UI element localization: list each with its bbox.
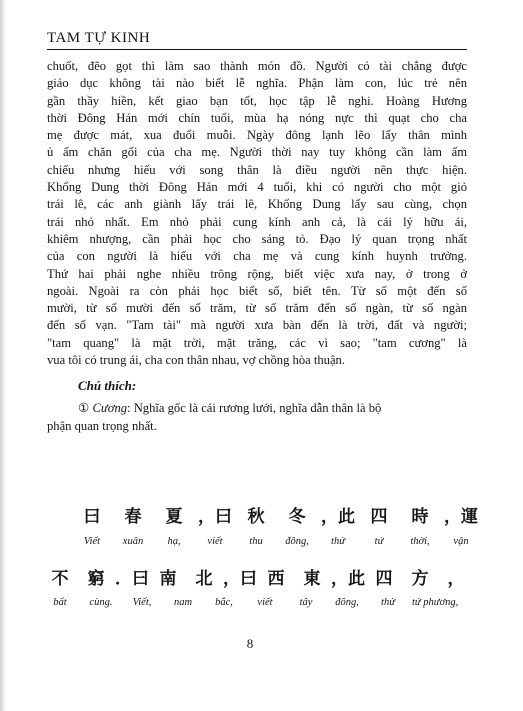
- verse-romanization-row: [47, 536, 467, 560]
- header-rule: [47, 49, 467, 50]
- verse-han-row: [47, 502, 478, 527]
- han-character: 時: [411, 507, 429, 527]
- han-character: ，此: [331, 569, 365, 589]
- han-character: ，曰: [223, 569, 257, 589]
- romanized-word: thử: [331, 536, 345, 547]
- footnote-line: phận quan trọng nhất.: [47, 418, 157, 433]
- han-character: ，此: [321, 507, 355, 527]
- han-character: 南: [159, 569, 177, 589]
- body-line: đến số vạn. "Tam tài" mà người xưa bàn đến là trời, đất và người;: [47, 318, 467, 333]
- body-line: mẹ được mát, xua đuổi muỗi. Ngày đông lạnh lẽo lấy thân mình: [47, 128, 467, 143]
- body-line: giáo dục không tài nào biết lễ nghĩa. Phận làm con, lúc trẻ nên: [47, 76, 467, 91]
- han-character: 窮: [87, 569, 105, 589]
- han-character: 春: [124, 507, 142, 527]
- body-line: vua tôi có trung ái, cha con thân nhau, vợ chồng hòa thuận.: [47, 353, 345, 368]
- romanized-word: tứ phương,: [412, 597, 459, 608]
- romanized-word: nam: [173, 597, 193, 608]
- romanized-word: viết: [257, 597, 273, 608]
- body-line: "tam quang" là mặt trời, mặt trăng, các vì sao; "tam cương" là: [47, 335, 467, 350]
- han-character: ，: [447, 569, 465, 589]
- verse-han-row: [47, 564, 467, 588]
- romanized-word: đông,: [335, 597, 359, 608]
- romanized-word: xuân: [122, 536, 144, 547]
- romanized-word: Viết,: [132, 597, 152, 608]
- romanized-word: hạ,: [167, 536, 181, 547]
- han-character: 曰: [83, 507, 101, 527]
- body-line: ngoài. Ngoài ra còn phải học biết số, biết tên. Từ số một đến số: [47, 283, 467, 298]
- body-line: trái lê, các anh giành lấy trái lê, Khổng Dung lấy sau cùng, chọn: [47, 197, 467, 212]
- romanized-word: đông,: [285, 536, 309, 547]
- romanized-word: viết: [207, 536, 223, 547]
- romanized-word: vận: [453, 536, 469, 547]
- romanized-word: cùng.: [89, 597, 113, 608]
- han-character: 四: [370, 507, 388, 527]
- body-line: thời Đông Hán mới chín tuổi, mùa hạ nóng nực thì quạt cho cha: [47, 110, 467, 125]
- body-line: Thứ hai phải nghe nhiều trông rộng, biết việc xưa nay, ở trong ở: [47, 266, 467, 281]
- body-line: của con người là hiếu với cha mẹ và cung kính huynh trưởng.: [47, 249, 467, 264]
- romanized-word: bắc,: [215, 597, 233, 608]
- footnote-line: [47, 400, 467, 418]
- body-line: khiêm nhượng, cần phải học cho sáng tỏ. Đạo lý quan trọng nhất: [47, 231, 467, 246]
- body-line: chuốt, đẽo gọt thì làm sao thành món đồ. Người có tài chẳng được: [47, 59, 467, 73]
- body-paragraph: [47, 58, 467, 369]
- footnote-marker: ①: [78, 401, 90, 415]
- han-character: 冬: [288, 507, 306, 527]
- han-character: 夏: [165, 507, 183, 527]
- footnote-term: Cương: [92, 401, 128, 415]
- romanized-word: thời,: [410, 536, 430, 547]
- han-character: ，運: [444, 507, 478, 527]
- han-character: 不: [51, 569, 69, 589]
- han-character: 秋: [247, 507, 265, 527]
- footnote-text: : Nghĩa gốc là cái rương lưới, nghĩa dẫn thân là bộ: [127, 401, 382, 415]
- note-heading: Chú thích:: [78, 378, 137, 393]
- page-number: 8: [246, 636, 254, 651]
- romanized-word: bất: [53, 597, 67, 608]
- page-edge-shadow: [0, 0, 6, 711]
- body-line: chiếu nhưng hiếu với song thân là điều người nên thực hiện.: [47, 162, 467, 177]
- body-line: Khổng Dung thời Đông Hán mới 4 tuổi, khi có người cho một giỏ: [47, 180, 467, 195]
- romanized-word: thử: [381, 597, 395, 608]
- han-character: ．曰: [115, 569, 149, 589]
- body-line: gần thầy hiền, kết giao bạn tốt, học tập lễ nghi. Hoàng Hương: [47, 93, 467, 108]
- han-character: 四: [375, 569, 393, 589]
- romanized-word: thu: [249, 536, 263, 547]
- body-line: mười, từ số mười đến số trăm, từ số trăm đến số ngàn, từ số ngàn: [47, 301, 467, 316]
- han-character: ，曰: [198, 507, 232, 527]
- han-character: 東: [303, 569, 321, 589]
- verse-romanization-row: [47, 597, 467, 621]
- romanized-word: tứ: [374, 536, 384, 547]
- footnote: [47, 400, 467, 435]
- running-header: TAM TỰ KINH: [47, 30, 151, 46]
- body-line: trái nhỏ nhất. Em nhỏ phải cung kính anh cả, là cái lý hữu ái,: [47, 214, 467, 229]
- romanized-word: Viết: [83, 536, 101, 547]
- han-character: 北: [195, 569, 213, 589]
- han-character: 西: [267, 569, 285, 589]
- han-character: 方: [411, 569, 429, 589]
- body-line: ủ ấm chăn gối của cha mẹ. Người thời nay tuy không cần làm ấm: [47, 145, 467, 160]
- romanized-word: tây: [299, 597, 313, 608]
